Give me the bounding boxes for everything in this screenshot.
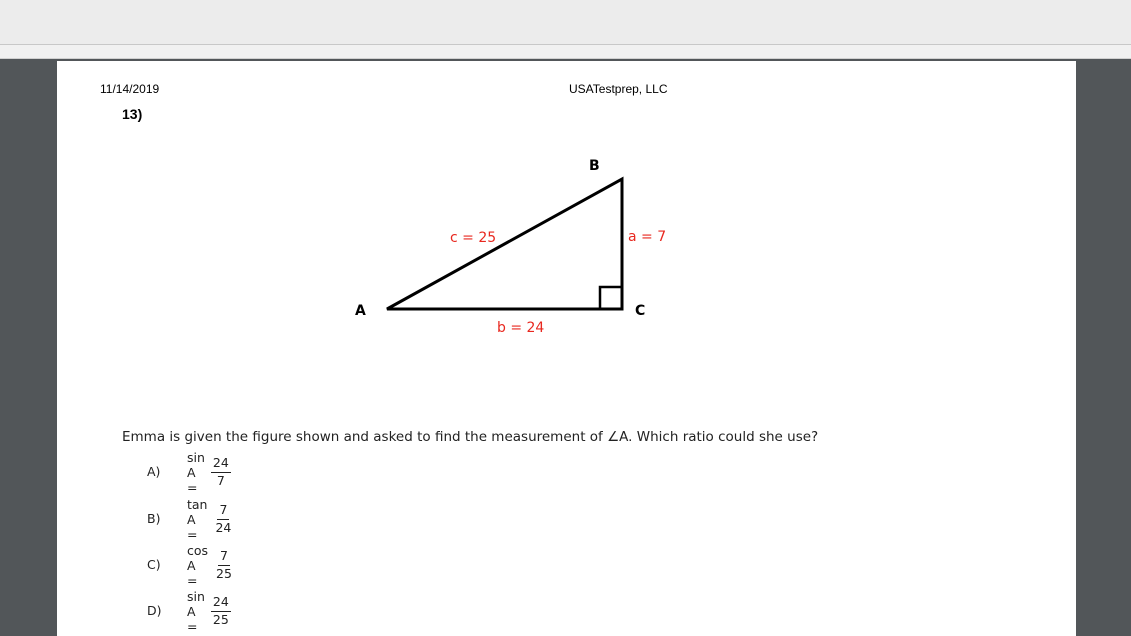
- viewer-toolbar: [0, 45, 1131, 59]
- fraction-denominator: 25: [212, 611, 229, 627]
- side-a-label: a = 7: [628, 229, 667, 245]
- fraction-numerator: 7: [218, 550, 230, 566]
- choice-function: cos A =: [187, 542, 209, 588]
- triangle: [387, 179, 622, 309]
- choice-letter: A): [147, 464, 161, 479]
- choice-letter: D): [147, 603, 162, 618]
- fraction-numerator: 24: [211, 457, 231, 473]
- choice-expression: [187, 542, 234, 588]
- side-c-label: c = 25: [450, 230, 497, 246]
- right-angle-marker: [600, 287, 622, 309]
- vertex-b-label: B: [589, 158, 600, 174]
- fraction: [211, 457, 231, 487]
- fraction-denominator: 24: [215, 519, 232, 535]
- choice-function: sin A =: [187, 449, 205, 495]
- fraction-numerator: 7: [217, 504, 229, 520]
- browser-toolbar: [0, 0, 1131, 45]
- fraction: [213, 504, 233, 534]
- vertex-a-label: A: [355, 303, 366, 319]
- fraction: [214, 550, 234, 580]
- header-date: 11/14/2019: [100, 82, 160, 96]
- right-triangle-figure: [337, 149, 737, 369]
- fraction-numerator: 24: [211, 596, 231, 612]
- side-b-label: b = 24: [497, 320, 545, 336]
- fraction: [211, 596, 231, 626]
- choice-function: sin A =: [187, 588, 205, 634]
- vertex-c-label: C: [635, 303, 646, 319]
- fraction-denominator: 25: [216, 565, 232, 581]
- pdf-page: [57, 61, 1076, 636]
- question-number: 13): [122, 106, 143, 122]
- choice-letter: B): [147, 511, 161, 526]
- choice-expression: [187, 449, 231, 495]
- fraction-denominator: 7: [216, 472, 225, 488]
- choice-expression: [187, 496, 233, 542]
- choice-function: tan A =: [187, 496, 208, 542]
- question-text: Emma is given the figure shown and asked to find the measurement of ∠A. Which ratio could she use?: [122, 429, 819, 445]
- choice-expression: [187, 588, 231, 634]
- header-company: USATestprep, LLC: [569, 82, 668, 96]
- choice-letter: C): [147, 557, 161, 572]
